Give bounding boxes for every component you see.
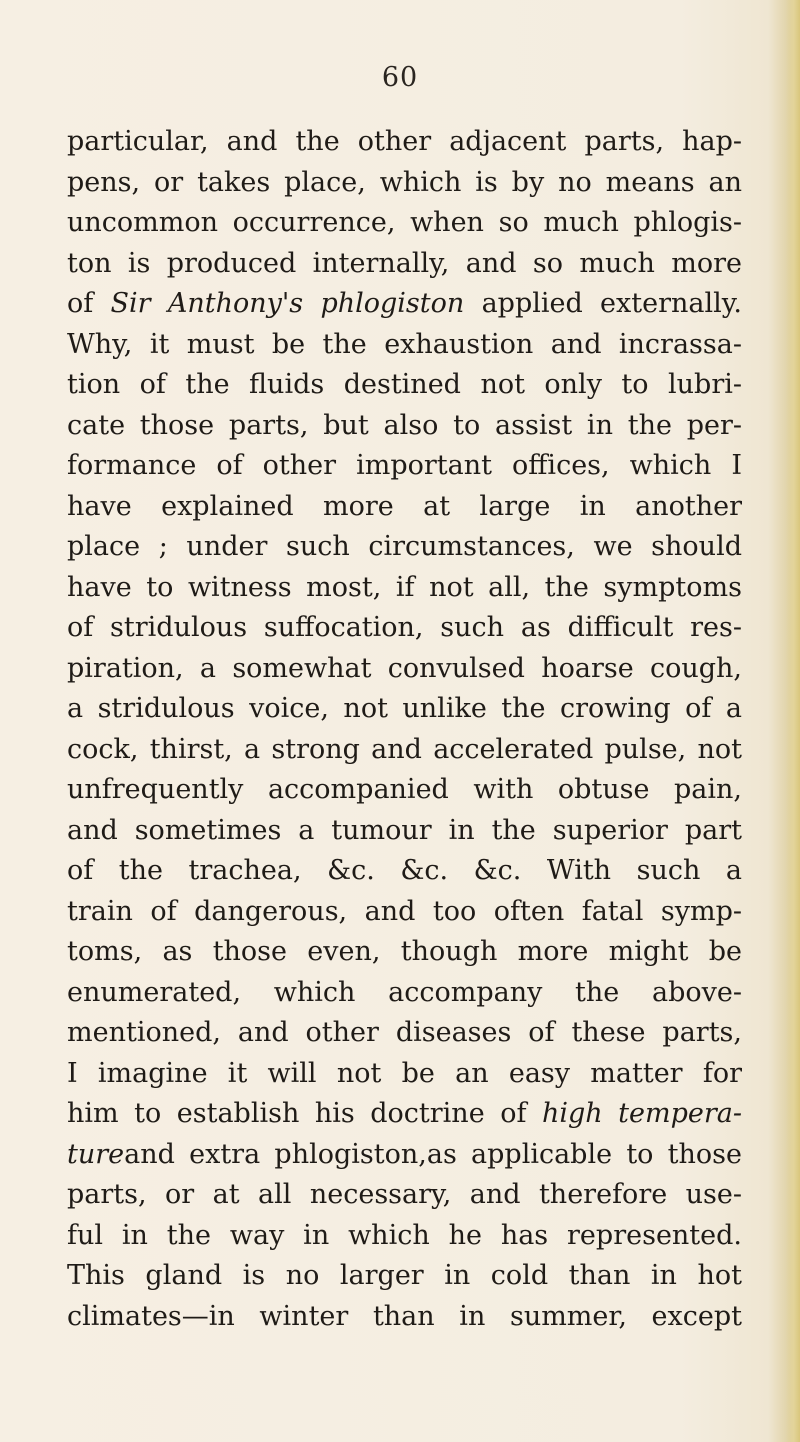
text-line: and sometimes a tumour in the superior part bbox=[67, 814, 742, 846]
text-line: formance of other important offices, which I bbox=[67, 450, 742, 481]
page-number: 60 bbox=[381, 62, 419, 93]
text-line: unfrequently accompanied with obtuse pain, bbox=[67, 774, 742, 805]
text-line: enumerated, which accompany the above- bbox=[67, 976, 742, 1008]
text-line: Why, it must be the exhaustion and incrassa- bbox=[67, 328, 742, 360]
text-line: ton is produced internally, and so much more bbox=[67, 247, 742, 279]
text-line: have to witness most, if not all, the symptoms bbox=[67, 571, 742, 603]
text-line: particular, and the other adjacent parts, hap- bbox=[67, 126, 742, 157]
italic-phrase: high tempera- bbox=[541, 1098, 742, 1129]
page-edge bbox=[786, 0, 800, 1442]
text-line: of the trachea, &c. &c. &c. With such a bbox=[67, 855, 742, 886]
text-line: uncommon occurrence, when so much phlogis- bbox=[67, 207, 742, 238]
text-line: parts, or at all necessary, and therefore use- bbox=[67, 1179, 742, 1210]
text-line: cate those parts, but also to assist in the per- bbox=[67, 409, 742, 441]
italic-phrase: ture bbox=[67, 1138, 125, 1170]
text-line: him to establish his doctrine of high tempera- bbox=[67, 1098, 742, 1129]
text-line: I imagine it will not be an easy matter for bbox=[67, 1057, 742, 1089]
text-line: place ; under such circumstances, we should bbox=[67, 531, 742, 562]
italic-name: Sir Anthony's phlogiston bbox=[110, 288, 465, 319]
text-line: pens, or takes place, which is by no means an bbox=[67, 166, 742, 198]
text-line: train of dangerous, and too often fatal symp- bbox=[67, 895, 742, 927]
text-line: have explained more at large in another bbox=[67, 490, 742, 522]
text-line: cock, thirst, a strong and accelerated pulse, not bbox=[67, 733, 742, 765]
text-line: of Sir Anthony's phlogiston applied externally. bbox=[67, 288, 742, 319]
text-line: tureand extra phlogiston,as applicable to those bbox=[67, 1138, 742, 1170]
text-line: piration, a somewhat convulsed hoarse cough, bbox=[67, 652, 742, 684]
text-line: ful in the way in which he has represented. bbox=[67, 1219, 742, 1251]
body-text bbox=[67, 122, 742, 1337]
text-line: This gland is no larger in cold than in hot bbox=[67, 1260, 742, 1291]
text-line: toms, as those even, though more might be bbox=[67, 936, 742, 967]
text-line: climates—in winter than in summer, except bbox=[67, 1300, 742, 1332]
text-line: of stridulous suffocation, such as difficult res- bbox=[67, 612, 742, 643]
text-line: a stridulous voice, not unlike the crowing of a bbox=[67, 693, 742, 724]
text-line: mentioned, and other diseases of these parts, bbox=[67, 1017, 742, 1048]
text-line: tion of the fluids destined not only to lubri- bbox=[67, 369, 742, 400]
